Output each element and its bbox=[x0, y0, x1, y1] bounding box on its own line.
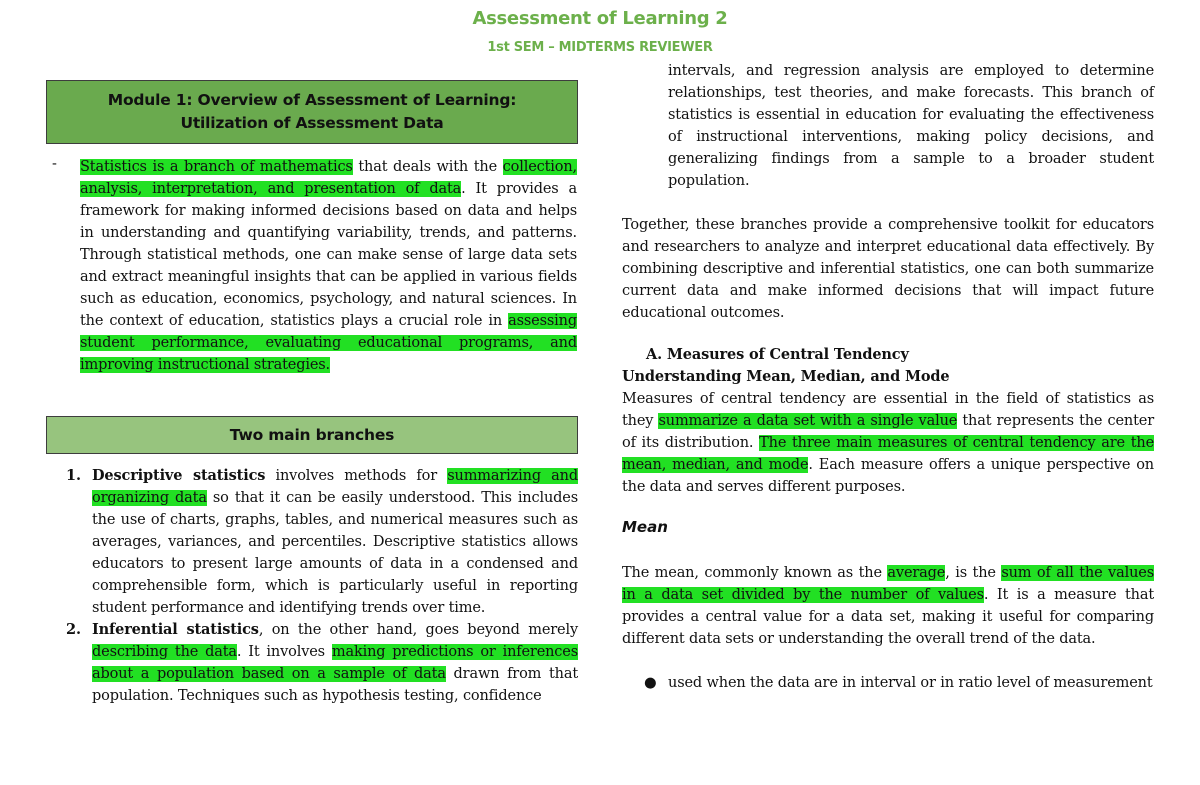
text: that represents the center of its distribution. bbox=[622, 413, 1154, 451]
module-title-box bbox=[46, 80, 578, 144]
doc-title: Assessment of Learning 2 bbox=[472, 8, 728, 29]
highlight: sum of all the values in a data set divided by the number of values bbox=[622, 565, 1154, 603]
intro-bullet: - bbox=[52, 156, 57, 172]
section-title: A. Measures of Central Tendency bbox=[646, 346, 909, 363]
intro-paragraph bbox=[80, 156, 577, 376]
highlight: Statistics is a branch of mathematics bbox=[80, 159, 353, 175]
doc-subtitle: 1st SEM – MIDTERMS REVIEWER bbox=[487, 40, 713, 55]
text: Measures of central tendency are essential in the field of statistics as they bbox=[622, 391, 1154, 429]
text: so that it can be easily understood. This includes the use of charts, graphs, tables, and numerical measures such as averages, variances, and percentiles. Descriptive statistics allows educators to present large amounts of data in a condensed and comprehensible form, which is particularly useful in reporting student performance and identifying trends over time. bbox=[92, 490, 578, 616]
together-paragraph: Together, these branches provide a comprehensive toolkit for educators and researchers to analyze and interpret educational data effectively. By combining descriptive and inferential statistics, one can both summarize current data and make informed decisions that will impact future educational outcomes. bbox=[622, 217, 1154, 321]
term: Inferential statistics bbox=[92, 621, 259, 638]
text: The mean, commonly known as the bbox=[622, 565, 888, 581]
branches-box-label: Two main branches bbox=[229, 426, 395, 444]
list-number: 1. bbox=[66, 467, 81, 484]
list-item bbox=[66, 619, 578, 707]
section-subtitle: Understanding Mean, Median, and Mode bbox=[622, 368, 950, 385]
section-central-tendency bbox=[622, 344, 1154, 498]
highlight: average bbox=[887, 565, 946, 581]
highlight: summarize a data set with a single value bbox=[658, 413, 958, 429]
text: . It is a measure that provides a central value for a data set, making it useful for comparing different data sets or understanding the overall trend of the data. bbox=[622, 587, 1154, 647]
highlight: summarizing and organizing data bbox=[92, 468, 578, 506]
mean-bullet bbox=[644, 672, 1154, 694]
section-paragraph bbox=[622, 388, 1154, 498]
highlight: collection, analysis, interpretation, and presentation of data bbox=[80, 159, 577, 197]
continued-paragraph: intervals, and regression analysis are employed to determine relationships, test theories, and make forecasts. This branch of statistics is essential in education for evaluating the effectiveness of instructional interventions, making policy decisions, and generalizing findings from a sample to a broader student population. bbox=[668, 63, 1154, 189]
highlight: assessing student performance, evaluating educational programs, and improving instructional strategies. bbox=[80, 313, 577, 373]
module-title-line1: Module 1: Overview of Assessment of Learning: bbox=[107, 91, 517, 109]
text: . It involves bbox=[236, 644, 332, 660]
bullet-dot-icon: ● bbox=[644, 675, 657, 691]
list-item bbox=[66, 465, 578, 619]
text: . It provides a framework for making informed decisions based on data and helps in understanding and quantifying variability, trends, and patterns. Through statistical methods, one can make sense of large data sets and extract meaningful insights that can be applied in various fields such as education, economics, psychology, and natural sciences. In the context of education, statistics plays a crucial role in bbox=[80, 181, 577, 329]
branches-list bbox=[66, 465, 578, 707]
highlight: describing the data bbox=[92, 644, 237, 660]
branches-box bbox=[46, 416, 578, 454]
text: , on the other hand, goes beyond merely bbox=[258, 622, 578, 638]
highlight: The three main measures of central tendency are the mean, median, and mode bbox=[622, 435, 1155, 473]
module-title-line2: Utilization of Assessment Data bbox=[180, 114, 444, 132]
text: , is the bbox=[945, 565, 1002, 581]
text: involves methods for bbox=[265, 468, 448, 484]
text: drawn from that population. Techniques such as hypothesis testing, confidence bbox=[92, 666, 578, 704]
highlight: making predictions or inferences about a population based on a sample of data bbox=[92, 644, 579, 682]
bullet-text: used when the data are in interval or in ratio level of measurement bbox=[668, 675, 1153, 691]
mean-heading: Mean bbox=[622, 518, 668, 536]
list-number: 2. bbox=[66, 621, 81, 638]
text: . Each measure offers a unique perspective on the data and serves different purposes. bbox=[622, 457, 1154, 495]
mean-paragraph bbox=[622, 562, 1154, 650]
text: that deals with the bbox=[352, 159, 503, 175]
term: Descriptive statistics bbox=[92, 467, 266, 484]
